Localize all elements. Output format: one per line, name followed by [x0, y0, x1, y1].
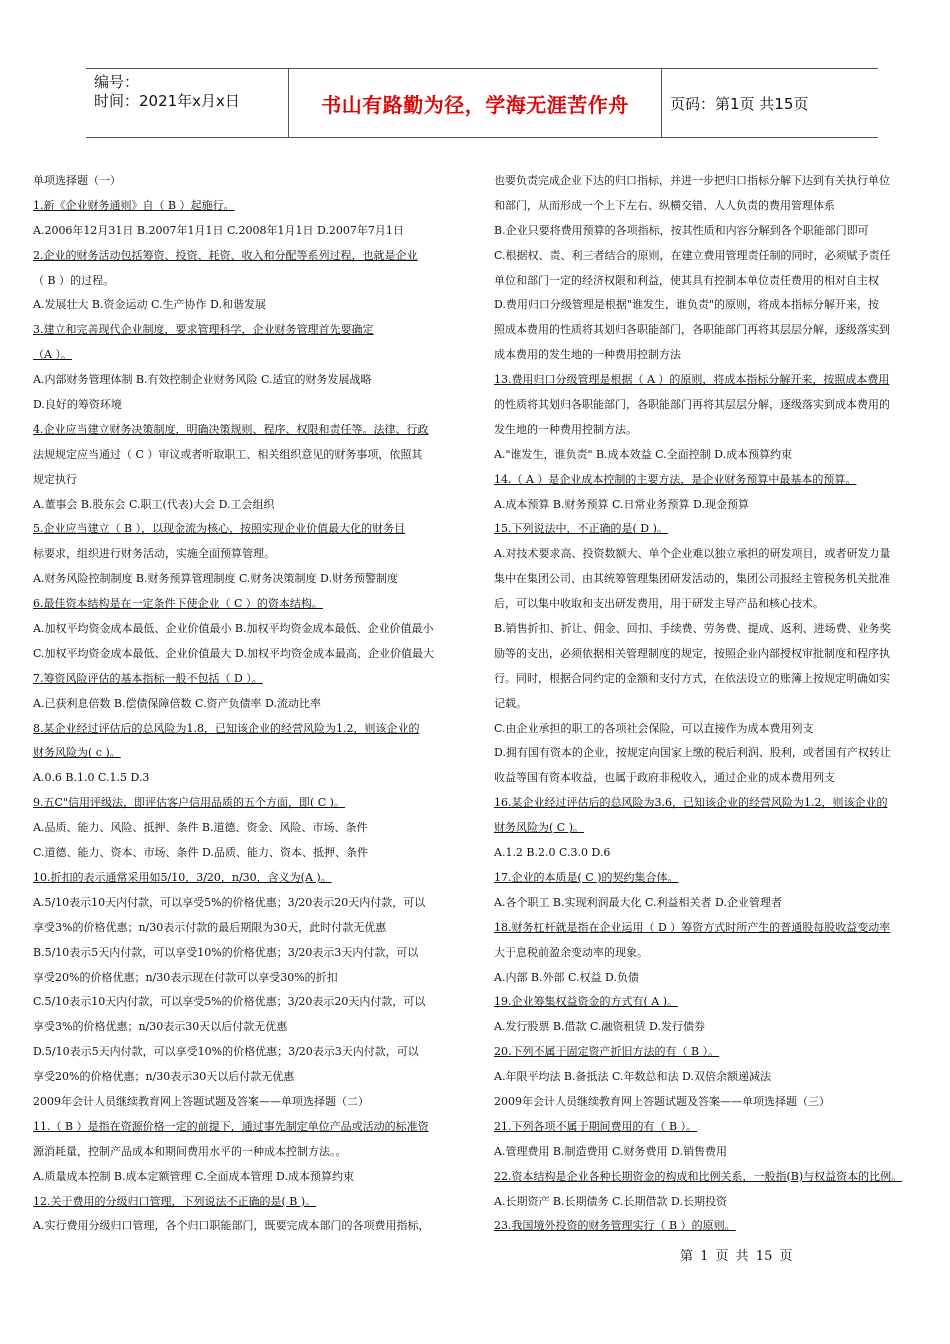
text-line: A.各个职工 B.实现利润最大化 C.利益相关者 D.企业管理者	[494, 895, 782, 909]
text-line: A.管理费用 B.制造费用 C.财务费用 D.销售费用	[494, 1144, 727, 1158]
text-line: B.5/10表示5天内付款，可以享受10%的价格优惠；3/20表示3天内付款，可以	[33, 945, 419, 959]
text-line: 2009年会计人员继续教育网上答题试题及答案——单项选择题（二）	[33, 1094, 369, 1108]
text-line: A.0.6 B.1.0 C.1.5 D.3	[33, 771, 150, 785]
header-meta	[94, 73, 290, 111]
text-line: A.发行股票 B.借款 C.融资租赁 D.发行债券	[494, 1020, 705, 1034]
text-line: D.良好的筹资环境	[33, 398, 122, 412]
text-line: A.内部财务管理体制 B.有效控制企业财务风险 C.适宜的财务发展战略	[33, 373, 372, 387]
text-line: 2009年会计人员继续教育网上答题试题及答案——单项选择题（三）	[494, 1094, 830, 1108]
text-line: 发生地的一种费用控制方法。	[494, 422, 637, 436]
text-line: 标要求，组织进行财务活动，实施全面预算管理。	[33, 547, 275, 561]
page-label: 页码：第1页 共15页	[670, 94, 809, 113]
text-line: A.财务风险控制制度 B.财务预算管理制度 C.财务决策制度 D.财务预警制度	[33, 572, 398, 586]
question-line: 6.最佳资本结构是在一定条件下使企业（ C ）的资本结构。	[33, 597, 323, 611]
header-page-cell	[670, 69, 808, 137]
text-line: 单位和部门一定的经济权限和利益，使其具有控制本单位责任费用的相对自主权	[494, 273, 879, 287]
text-line: A.2006年12月31日 B.2007年1月1日 C.2008年1月1日 D.2007年7月1日	[33, 223, 404, 237]
text-line: C.5/10表示10天内付款，可以享受5%的价格优惠；3/20表示20天内付款，可以	[33, 995, 426, 1009]
question-line: 15.下列说法中，不正确的是( D )。	[494, 522, 668, 536]
text-line: C.根据权、责、利三者结合的原则，在建立费用管理责任制的同时，必须赋予责任	[494, 248, 891, 262]
question-line: 12.关于费用的分级归口管理，下列说法不正确的是( B )。	[33, 1194, 317, 1208]
text-line: A.已获利息倍数 B.偿债保障倍数 C.资产负债率 D.流动比率	[33, 696, 321, 710]
question-line: 19.企业筹集权益资金的方式有( A )。	[494, 995, 679, 1009]
question-line: 18.财务杠杆就是指在企业运用（ D ）筹资方式时所产生的普通股每股收益变动率	[494, 920, 891, 934]
question-line: 3.建立和完善现代企业制度，要求管理科学，企业财务管理首先要确定	[33, 323, 374, 337]
text-line: 规定执行	[33, 472, 77, 486]
document-header	[86, 68, 878, 138]
left-column	[33, 169, 470, 1239]
text-line: 后，可以集中收取和支出研发费用，用于研发主导产品和核心技术。	[494, 597, 824, 611]
text-line: A.对技术要求高、投资数额大、单个企业难以独立承担的研发项目，或者研发力量	[494, 547, 891, 561]
text-line: A.年限平均法 B.备抵法 C.年数总和法 D.双倍余额递减法	[494, 1070, 771, 1084]
question-line: 13.费用归口分级管理是根据（ A ）的原则，将成本指标分解开来，按照成本费用	[494, 373, 890, 387]
question-line: 11.（ B ）是指在资源价格一定的前提下，通过事先制定单位产品或活动的标准资	[33, 1119, 429, 1133]
question-line: 21.下列各项不属于期间费用的有（ B ）。	[494, 1119, 698, 1133]
text-line: A.质量成本控制 B.成本定额管理 C.全面成本管理 D.成本预算约束	[33, 1169, 354, 1183]
text-line: A.实行费用分级归口管理，各个归口职能部门，既要完成本部门的各项费用指标，	[33, 1219, 430, 1233]
page-footer: 第 1 页 共 15 页	[680, 1249, 793, 1264]
text-line: 享受3%的价格优惠；n/30表示30天以后付款无优惠	[33, 1020, 288, 1034]
text-line: D.5/10表示5天内付款，可以享受10%的价格优惠；3/20表示3天内付款，可以	[33, 1045, 419, 1059]
text-line: D.拥有国有资本的企业，按规定向国家上缴的税后利润、股利，或者国有产权转让	[494, 746, 891, 760]
question-line: 2.企业的财务活动包括筹资、投资、耗资、收入和分配等系列过程，也就是企业	[33, 248, 418, 262]
question-line: 20.下列不属于固定资产折旧方法的有（ B ）。	[494, 1045, 720, 1059]
text-line: 享受20%的价格优惠；n/30表示现在付款可以享受30%的折扣	[33, 970, 338, 984]
text-line: 享受3%的价格优惠；n/30表示付款的最后期限为30天，此时付款无优惠	[33, 920, 387, 934]
question-line: 1.新《企业财务通则》自（ B ）起施行。	[33, 198, 235, 212]
text-line: 的性质将其划归各职能部门，各职能部门再将其层层分解，逐级落实到成本费用的	[494, 398, 890, 412]
question-line: 23.我国境外投资的财务管理实行（ B ）的原则。	[494, 1219, 736, 1233]
text-line: 行。同时，根据合同约定的金额和支付方式，在依法设立的账簿上按规定明确如实	[494, 671, 890, 685]
text-line: 也要负责完成企业下达的归口指标，并进一步把归口指标分解下达到有关执行单位	[494, 174, 890, 187]
text-line: A.5/10表示10天内付款，可以享受5%的价格优惠；3/20表示20天内付款，可以	[33, 895, 426, 909]
text-line: 照成本费用的性质将其划归各职能部门，各职能部门再将其层层分解，逐级落实到	[494, 323, 890, 337]
question-line: 4.企业应当建立财务决策制度，明确决策规则、程序、权限和责任等。法律、行政	[33, 422, 429, 436]
question-line: 5.企业应当建立（ B ），以现金流为核心，按照实现企业价值最大化的财务目	[33, 522, 406, 536]
text-line: 法规规定应当通过（ C ）审议或者听取职工、相关组织意见的财务事项，依照其	[33, 447, 423, 461]
time-label: 时间：2021年x月x日	[94, 92, 240, 110]
question-line: 16.某企业经过评估后的总风险为3.6，已知该企业的经营风险为1.2，则该企业的	[494, 796, 888, 810]
text-line: 大于息税前盈余变动率的现象。	[494, 945, 648, 959]
question-line: 22.资本结构是企业各种长期资金的构成和比例关系，一般指(B)与权益资本的比例。	[494, 1169, 903, 1183]
text-line: 成本费用的发生地的一种费用控制方法	[494, 348, 681, 362]
text-line: A.成本预算 B.财务预算 C.日常业务预算 D.现金预算	[494, 497, 749, 511]
text-line: 享受20%的价格优惠；n/30表示30天以后付款无优惠	[33, 1070, 295, 1084]
text-line: C.道德、能力、资本、市场、条件 D.品质、能力、资本、抵押、条件	[33, 846, 368, 860]
text-line: A."谁发生，谁负责" B.成本效益 C.全面控制 D.成本预算约束	[494, 447, 793, 461]
text-line: D.费用归口分级管理是根据"谁发生，谁负责"的原则，将成本指标分解开来，按	[494, 298, 880, 312]
text-line: A.发展壮大 B.资金运动 C.生产协作 D.和谐发展	[33, 298, 266, 312]
text-line: 收益等国有资本收益，也属于政府非税收入，通过企业的成本费用列支	[494, 771, 835, 785]
text-line: A.1.2 B.2.0 C.3.0 D.6	[494, 846, 611, 860]
right-column	[494, 169, 931, 1239]
text-line: （ B ）的过程。	[33, 273, 115, 287]
text-line: 集中在集团公司、由其统筹管理集团研发活动的，集团公司报经主管税务机关批准	[494, 572, 890, 586]
number-label: 编号：	[94, 73, 140, 91]
text-line: 源消耗量，控制产品成本和期间费用水平的一种成本控制方法。。	[33, 1144, 347, 1158]
question-line: 财务风险为( c )。	[33, 746, 121, 760]
text-line: A.董事会 B.股东会 C.职工(代表)大会 D.工会组织	[33, 497, 275, 511]
text-line: A.加权平均资金成本最低、企业价值最小 B.加权平均资金成本最低、企业价值最小	[33, 622, 434, 636]
question-line: 10.折扣的表示通常采用如5/10，3/20，n/30，含义为(A )。	[33, 870, 332, 884]
header-motto-cell	[288, 69, 662, 137]
question-line: （A ）。	[33, 348, 72, 362]
question-line: 8.某企业经过评估后的总风险为1.8，已知该企业的经营风险为1.2，则该企业的	[33, 721, 420, 735]
text-line: C.加权平均资金成本最低、企业价值最大 D.加权平均资金成本最高、企业价值最大	[33, 646, 434, 660]
text-line: A.长期资产 B.长期债务 C.长期借款 D.长期投资	[494, 1194, 727, 1208]
text-line: 记载。	[494, 696, 527, 710]
text-line: C.由企业承担的职工的各项社会保险，可以直接作为成本费用列支	[494, 721, 814, 735]
text-line: 和部门，从而形成一个上下左右、纵横交错、人人负责的费用管理体系	[494, 198, 835, 212]
text-line: B.销售折扣、折让、佣金、回扣、手续费、劳务费、提成、返利、进场费、业务奖	[494, 622, 891, 636]
text-line: A.内部 B.外部 C.权益 D.负债	[494, 970, 639, 984]
text-line: A.品质、能力、风险、抵押、条件 B.道德、资金、风险、市场、条件	[33, 821, 368, 835]
text-line: 励等的支出，必须依据相关管理制度的规定，按照企业内部授权审批制度和程序执	[494, 646, 890, 660]
question-line: 财务风险为( C )。	[494, 821, 584, 835]
question-line: 17.企业的本质是( C )的契约集合体。	[494, 870, 679, 884]
question-line: 14.（ A ）是企业成本控制的主要方法，是企业财务预算中最基本的预算。	[494, 472, 857, 486]
question-line: 9.五C"信用评级法，即评估客户信用品质的五个方面，即( C )。	[33, 796, 345, 810]
text-line: B.企业只要将费用预算的各项指标，按其性质和内容分解到各个职能部门即可	[494, 223, 869, 237]
text-line: 单项选择题（一）	[33, 174, 121, 187]
question-line: 7.筹资风险评估的基本指标一般不包括（ D ）。	[33, 671, 263, 685]
motto-text: 书山有路勤为径，学海无涯苦作舟	[321, 92, 629, 117]
